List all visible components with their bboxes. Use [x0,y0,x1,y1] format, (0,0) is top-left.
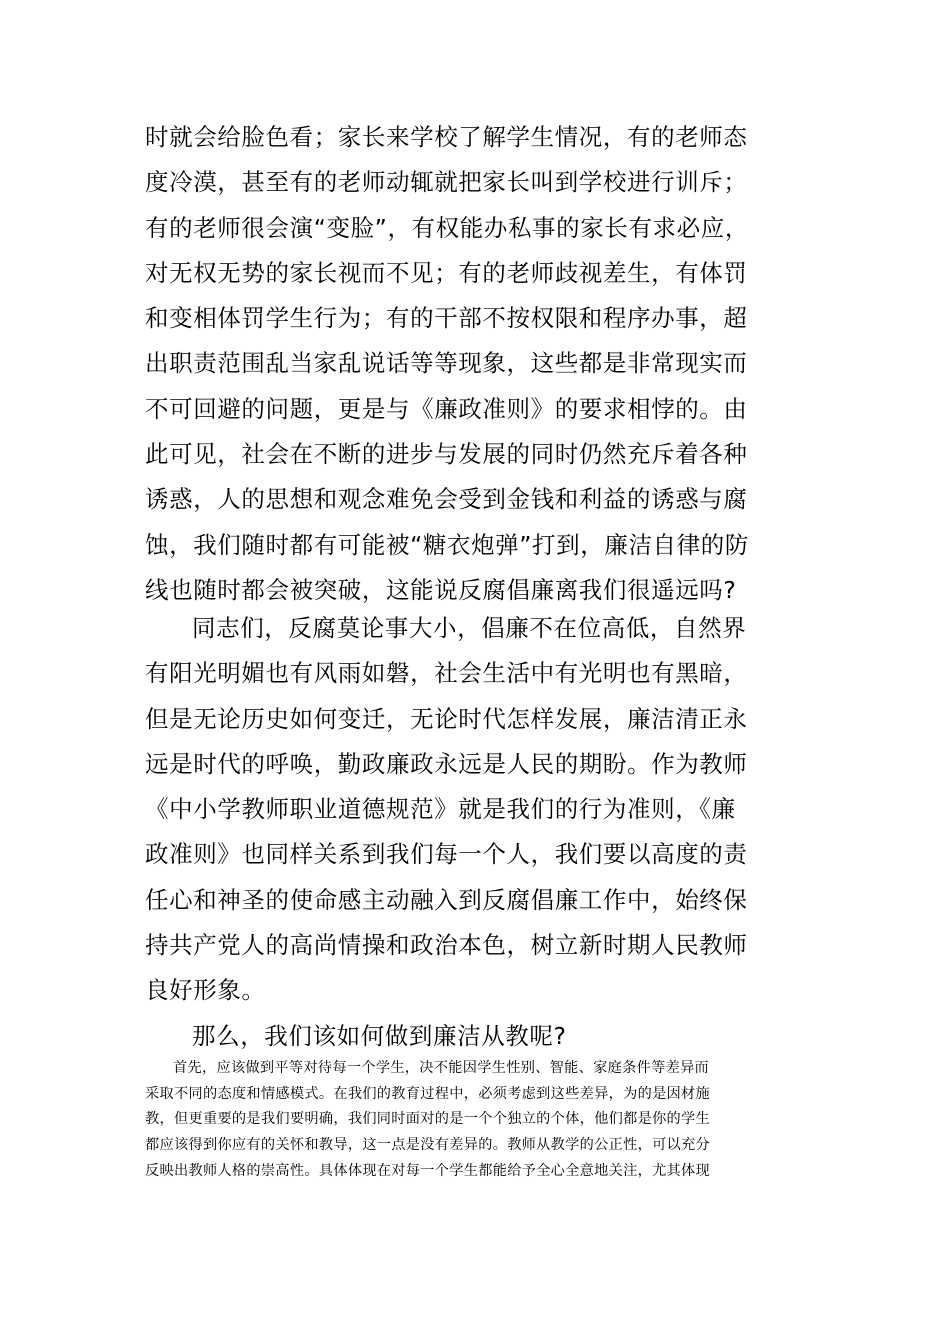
text-line: 出职责范围乱当家乱说话等等现象，这些都是非常现实而 [145,349,748,378]
text-line: 任心和神圣的使命感主动融入到反腐倡廉工作中，始终保 [145,885,748,914]
text-line: 同志们，反腐莫论事大小，倡廉不在位高低，自然界 [192,614,747,642]
text-line: 有的老师很会演“变脸”，有权能办私事的家长有求必应， [145,213,749,242]
text-line: 时就会给脸色看；家长来学校了解学生情况，有的老师态 [145,123,748,151]
text-line: 远是时代的呼唤，勤政廉政永远是人民的期盼。作为教师 [145,749,748,778]
paragraph-3 [145,1056,815,1184]
question-heading: 那么，我们该如何做到廉洁从教呢? [192,1022,567,1050]
text-line: 教，但更重要的是我们要明确，我们同时面对的是一个个独立的个体，他们都是你的学生 [145,1111,711,1128]
text-line: 首先，应该做到平等对待每一个学生，决不能因学生性别、智能、家庭条件等差异而 [173,1060,710,1076]
text-line: 政准则》也同样关系到我们每一个人，我们要以高度的责 [145,840,748,869]
text-line: 诱惑，人的思想和观念难免会受到金钱和利益的诱惑与腐 [145,485,748,514]
text-line: 都应该得到你应有的关怀和教导，这一点是没有差异的。教师从教学的公正性，可以充分 [145,1137,711,1154]
text-line: 采取不同的态度和情感模式。在我们的教育过程中，必须考虑到这些差异，为的是因材施 [145,1085,711,1102]
text-line: 但是无论历史如何变迁，无论时代怎样发展，廉洁清正永 [145,704,748,733]
text-line: 良好形象。 [145,976,266,1005]
text-line: 线也随时都会被突破，这能说反腐倡廉离我们很遥远吗? [145,575,737,604]
text-line: 《中小学教师职业道德规范》就是我们的行为准则，《廉 [145,795,736,824]
text-line: 不可回避的问题，更是与《廉政准则》的要求相悖的。由 [145,394,748,423]
text-line: 度冷漠，甚至有的老师动辄就把家长叫到学校进行训斥； [145,168,748,197]
text-line: 此可见，社会在不断的进步与发展的同时仍然充斥着各种 [145,440,748,469]
text-line: 反映出教师人格的崇高性。具体体现在对每一个学生都能给予全心全意地关注，尤其体现 [145,1162,711,1179]
text-line: 蚀，我们随时都有可能被“糖衣炮弹”打到，廉洁自律的防 [145,530,749,559]
text-line: 和变相体罚学生行为；有的干部不按权限和程序办事，超 [145,304,748,333]
text-line: 有阳光明媚也有风雨如磐，社会生活中有光明也有黑暗， [145,659,748,688]
text-line: 持共产党人的高尚情操和政治本色，树立新时期人民教师 [145,931,748,960]
text-line: 对无权无势的家长视而不见；有的老师歧视差生，有体罚 [145,258,748,287]
paragraph-2 [145,606,815,1014]
paragraph-1 [145,115,815,613]
